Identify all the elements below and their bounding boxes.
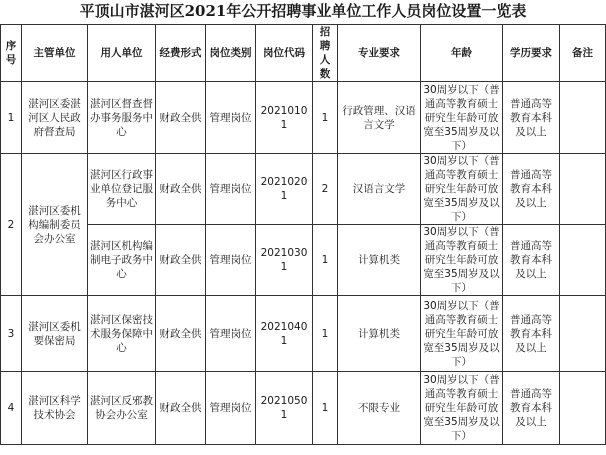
header-age: 年龄	[421, 25, 503, 82]
cell-note	[560, 225, 606, 296]
cell-funding: 财政全供	[156, 296, 206, 372]
cell-funding: 财政全供	[156, 82, 206, 154]
cell-category: 管理岗位	[206, 296, 256, 372]
header-major: 专业要求	[338, 25, 421, 82]
table-header-row	[1, 25, 606, 82]
cell-category: 管理岗位	[206, 372, 256, 445]
cell-employer: 湛河区保密技术服务保障中心	[88, 296, 156, 372]
cell-age: 30周岁以下（普通高等教育硕士研究生年龄可放宽至35周岁及以下）	[421, 225, 503, 296]
cell-code: 20210201	[256, 154, 313, 225]
positions-table	[0, 24, 606, 445]
cell-funding: 财政全供	[156, 372, 206, 445]
cell-count: 1	[313, 225, 338, 296]
cell-employer: 湛河区督查督办事务服务中心	[88, 82, 156, 154]
cell-employer: 湛河区行政事业单位登记服务中心	[88, 154, 156, 225]
cell-major: 不限专业	[338, 372, 421, 445]
cell-code: 20210401	[256, 296, 313, 372]
cell-age: 30周岁以下（普通高等教育硕士研究生年龄可放宽至35周岁及以下）	[421, 296, 503, 372]
header-note: 备注	[560, 25, 606, 82]
cell-funding: 财政全供	[156, 154, 206, 225]
cell-major: 计算机类	[338, 225, 421, 296]
cell-major: 汉语言文学	[338, 154, 421, 225]
cell-note	[560, 296, 606, 372]
cell-age: 30周岁以下（普通高等教育硕士研究生年龄可放宽至35周岁及以下）	[421, 372, 503, 445]
cell-code: 20210301	[256, 225, 313, 296]
header-category: 岗位类别	[206, 25, 256, 82]
table-row	[1, 296, 606, 372]
cell-employer: 湛河区反邪教协会办公室	[88, 372, 156, 445]
cell-major: 行政管理、汉语言文学	[338, 82, 421, 154]
cell-age: 30周岁以下（普通高等教育硕士研究生年龄可放宽至35周岁及以下）	[421, 82, 503, 154]
cell-count: 1	[313, 296, 338, 372]
cell-seq: 2	[1, 154, 22, 296]
header-seq: 序号	[1, 25, 22, 82]
cell-category: 管理岗位	[206, 225, 256, 296]
header-funding: 经费形式	[156, 25, 206, 82]
table-row	[1, 154, 606, 225]
header-code: 岗位代码	[256, 25, 313, 82]
cell-note	[560, 372, 606, 445]
cell-dept: 湛河区委湛河区人民政府督查局	[22, 82, 88, 154]
page-title: 平顶山市湛河区2021年公开招聘事业单位工作人员岗位设置一览表	[79, 2, 527, 20]
cell-note	[560, 154, 606, 225]
table-row	[1, 372, 606, 445]
cell-edu: 普通高等教育本科及以上	[503, 225, 560, 296]
cell-dept: 湛河区委机要保密局	[22, 296, 88, 372]
cell-category: 管理岗位	[206, 82, 256, 154]
cell-age: 30周岁以下（普通高等教育硕士研究生年龄可放宽至35周岁及以下）	[421, 154, 503, 225]
cell-dept: 湛河区委机构编制委员会办公室	[22, 154, 88, 296]
cell-code: 20210501	[256, 372, 313, 445]
cell-seq: 4	[1, 372, 22, 445]
table-row	[1, 82, 606, 154]
cell-code: 20210101	[256, 82, 313, 154]
cell-seq: 1	[1, 82, 22, 154]
header-edu: 学历要求	[503, 25, 560, 82]
header-employer: 用人单位	[88, 25, 156, 82]
cell-count: 1	[313, 82, 338, 154]
cell-category: 管理岗位	[206, 154, 256, 225]
cell-funding: 财政全供	[156, 225, 206, 296]
header-dept: 主管单位	[22, 25, 88, 82]
cell-count: 2	[313, 154, 338, 225]
cell-employer: 湛河区机构编制电子政务中心	[88, 225, 156, 296]
cell-note	[560, 82, 606, 154]
cell-edu: 普通高等教育本科及以上	[503, 372, 560, 445]
cell-major: 计算机类	[338, 296, 421, 372]
cell-edu: 普通高等教育本科及以上	[503, 154, 560, 225]
cell-edu: 普通高等教育本科及以上	[503, 296, 560, 372]
cell-seq: 3	[1, 296, 22, 372]
cell-dept: 湛河区科学技术协会	[22, 372, 88, 445]
header-count: 招聘人数	[313, 25, 338, 82]
cell-edu: 普通高等教育本科及以上	[503, 82, 560, 154]
cell-count: 1	[313, 372, 338, 445]
table-row	[1, 225, 606, 296]
